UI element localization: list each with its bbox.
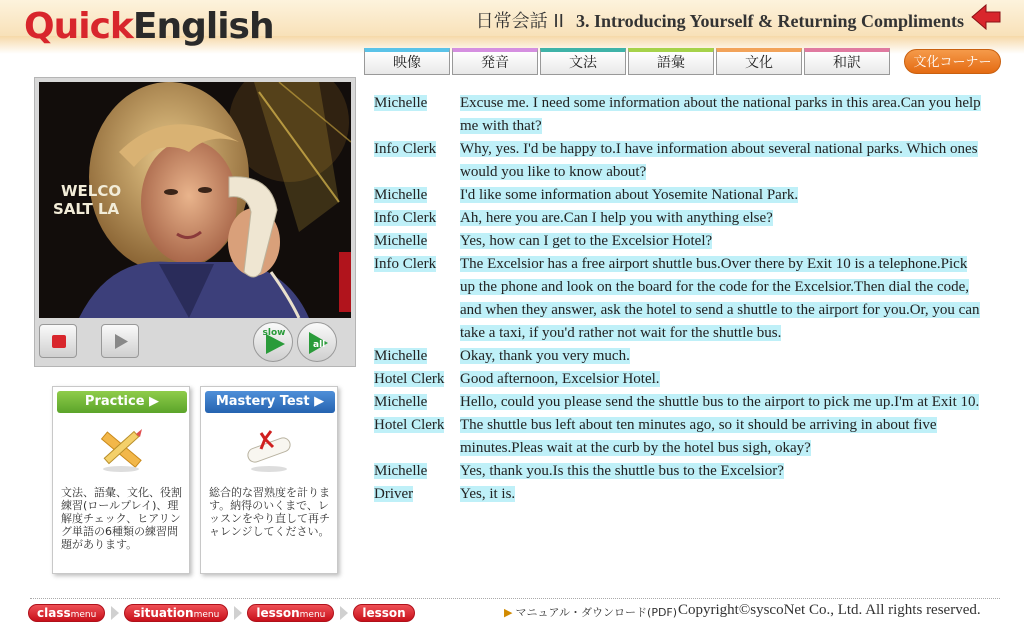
practice-description: 文法、語彙、文化、役割練習(ロールプレイ)、理解度チェック、ヒアリング単語の6種類の練習問題があります。 xyxy=(61,486,182,551)
speaker-name: Michelle xyxy=(374,233,428,249)
stop-button[interactable] xyxy=(39,324,77,358)
speaker-name: Michelle xyxy=(374,394,428,410)
svg-text:all: all xyxy=(313,340,326,350)
mastery-description: 総合的な習熟度を計ります。納得のいくまで、レッスンをやり直して再チャレンジしてください。 xyxy=(209,486,330,538)
dialogue-text: I'd like some information about Yosemite National Park. xyxy=(460,187,799,203)
nav-sublabel: menu xyxy=(299,610,326,620)
dialogue-line[interactable] xyxy=(374,92,986,138)
copyright-notice: Copyright©syscoNet Co., Ltd. All rights reserved. xyxy=(678,602,981,618)
play-icon xyxy=(102,325,140,359)
play-button[interactable] xyxy=(101,324,139,358)
dialogue-text: Yes, how can I get to the Excelsior Hotel? xyxy=(460,233,713,249)
dialogue-line[interactable] xyxy=(374,368,986,391)
back-arrow-icon[interactable] xyxy=(970,4,1002,30)
lesson-title xyxy=(476,7,964,33)
speaker-name: Hotel Clerk xyxy=(374,417,445,433)
video-controls xyxy=(35,320,355,366)
dialogue-text: Okay, thank you very much. xyxy=(460,348,630,364)
logo-quick: Quick xyxy=(24,6,133,47)
slow-play-button[interactable] xyxy=(253,322,293,362)
dialogue-line[interactable] xyxy=(374,483,986,506)
manual-download-label: マニュアル・ダウンロード(PDF) xyxy=(515,606,678,619)
dialogue-line[interactable] xyxy=(374,207,986,230)
class-menu-button[interactable] xyxy=(28,604,105,622)
tab-video[interactable]: 映像 xyxy=(364,48,450,75)
speaker-name: Info Clerk xyxy=(374,141,437,157)
dialogue-text: Good afternoon, Excelsior Hotel. xyxy=(460,371,660,387)
dialogue-line[interactable] xyxy=(374,138,986,184)
nav-label: situation xyxy=(133,606,194,620)
manual-download-link[interactable] xyxy=(504,604,677,620)
speaker-name: Michelle xyxy=(374,187,428,203)
video-display[interactable] xyxy=(39,82,351,318)
culture-corner-button[interactable]: 文化コーナー xyxy=(904,49,1001,74)
speaker-name: Michelle xyxy=(374,95,428,111)
video-player xyxy=(34,77,356,367)
tab-vocabulary[interactable]: 語彙 xyxy=(628,48,714,75)
breadcrumb-nav xyxy=(28,604,415,622)
pencil-ruler-icon xyxy=(93,425,149,475)
lesson-category: 日常会話 II xyxy=(475,11,564,32)
dialogue-text: Excuse me. I need some information about the national parks in this area.Can you help me with that? xyxy=(460,95,981,134)
mastery-card xyxy=(200,386,338,574)
chevron-right-icon xyxy=(234,606,242,620)
dialogue-text: Yes, thank you.Is this the shuttle bus to the Excelsior? xyxy=(460,463,784,479)
diploma-icon xyxy=(241,425,297,475)
mastery-test-button[interactable]: Mastery Test ▶ xyxy=(205,391,335,413)
lesson-menu-button[interactable] xyxy=(247,604,334,622)
speaker-name: Driver xyxy=(374,486,414,502)
tab-grammar[interactable]: 文法 xyxy=(540,48,626,75)
video-frame-image xyxy=(39,82,351,318)
chevron-right-icon xyxy=(111,606,119,620)
dialogue-line[interactable] xyxy=(374,184,986,207)
logo-english: English xyxy=(132,6,274,47)
tab-pronunciation[interactable]: 発音 xyxy=(452,48,538,75)
speaker-name: Michelle xyxy=(374,348,428,364)
dialogue-line[interactable] xyxy=(374,414,986,460)
section-tabs xyxy=(364,48,890,75)
nav-label: lesson xyxy=(256,606,300,620)
stop-icon xyxy=(40,325,78,359)
nav-sublabel: menu xyxy=(193,610,220,620)
play-all-button[interactable] xyxy=(297,322,337,362)
nav-sublabel: menu xyxy=(70,610,97,620)
chevron-right-icon xyxy=(340,606,348,620)
speaker-name: Info Clerk xyxy=(374,210,437,226)
dialogue-line[interactable] xyxy=(374,253,986,345)
practice-button[interactable]: Practice ▶ xyxy=(57,391,187,413)
lesson-button[interactable] xyxy=(353,604,414,622)
dialogue-line[interactable] xyxy=(374,391,986,414)
tab-translation[interactable]: 和訳 xyxy=(804,48,890,75)
footer-divider xyxy=(30,598,1000,599)
dialogue-line[interactable] xyxy=(374,345,986,368)
video-sign-line1: WELCO xyxy=(61,182,122,200)
dialogue-text: Why, yes. I'd be happy to.I have information about several national parks. Which ones would you like to know about? xyxy=(460,141,978,180)
triangle-right-icon: ▶ xyxy=(504,606,513,619)
dialogue-text: The shuttle bus left about ten minutes ago, so it should be arriving in about five minutes.Pleas wait at the curb by the hotel bus sigh, okay? xyxy=(460,417,937,456)
app-logo xyxy=(24,6,274,47)
nav-label: class xyxy=(37,606,71,620)
dialogue-line[interactable] xyxy=(374,230,986,253)
dialogue-text: Yes, it is. xyxy=(460,486,516,502)
speaker-name: Michelle xyxy=(374,463,428,479)
dialogue-line[interactable] xyxy=(374,460,986,483)
dialogue-text: Ah, here you are.Can I help you with anything else? xyxy=(460,210,773,226)
lesson-title-text: 3. Introducing Yourself & Returning Compliments xyxy=(575,11,964,31)
svg-text:slow: slow xyxy=(262,328,286,338)
nav-label: lesson xyxy=(362,606,406,620)
dialogue-text: The Excelsior has a free airport shuttle bus.Over there by Exit 10 is a telephone.Pick up the phone and look on the board for the code for the Excelsior.Then dial the code, and when they answer, ask the hotel to send a shuttle to the airport for you.Or, you can take a taxi, if you'd rather not wait for the shuttle bus. xyxy=(460,256,980,341)
dialogue-text: Hello, could you please send the shuttle bus to the airport to pick me up.I'm at Exit 10. xyxy=(460,394,980,410)
tab-culture[interactable]: 文化 xyxy=(716,48,802,75)
video-sign-line2: SALT LA xyxy=(53,200,120,218)
play-all-icon xyxy=(298,323,338,363)
slow-play-icon xyxy=(254,323,294,363)
speaker-name: Hotel Clerk xyxy=(374,371,445,387)
dialogue-transcript xyxy=(374,92,986,506)
practice-card xyxy=(52,386,190,574)
situation-menu-button[interactable] xyxy=(124,604,228,622)
speaker-name: Info Clerk xyxy=(374,256,437,272)
